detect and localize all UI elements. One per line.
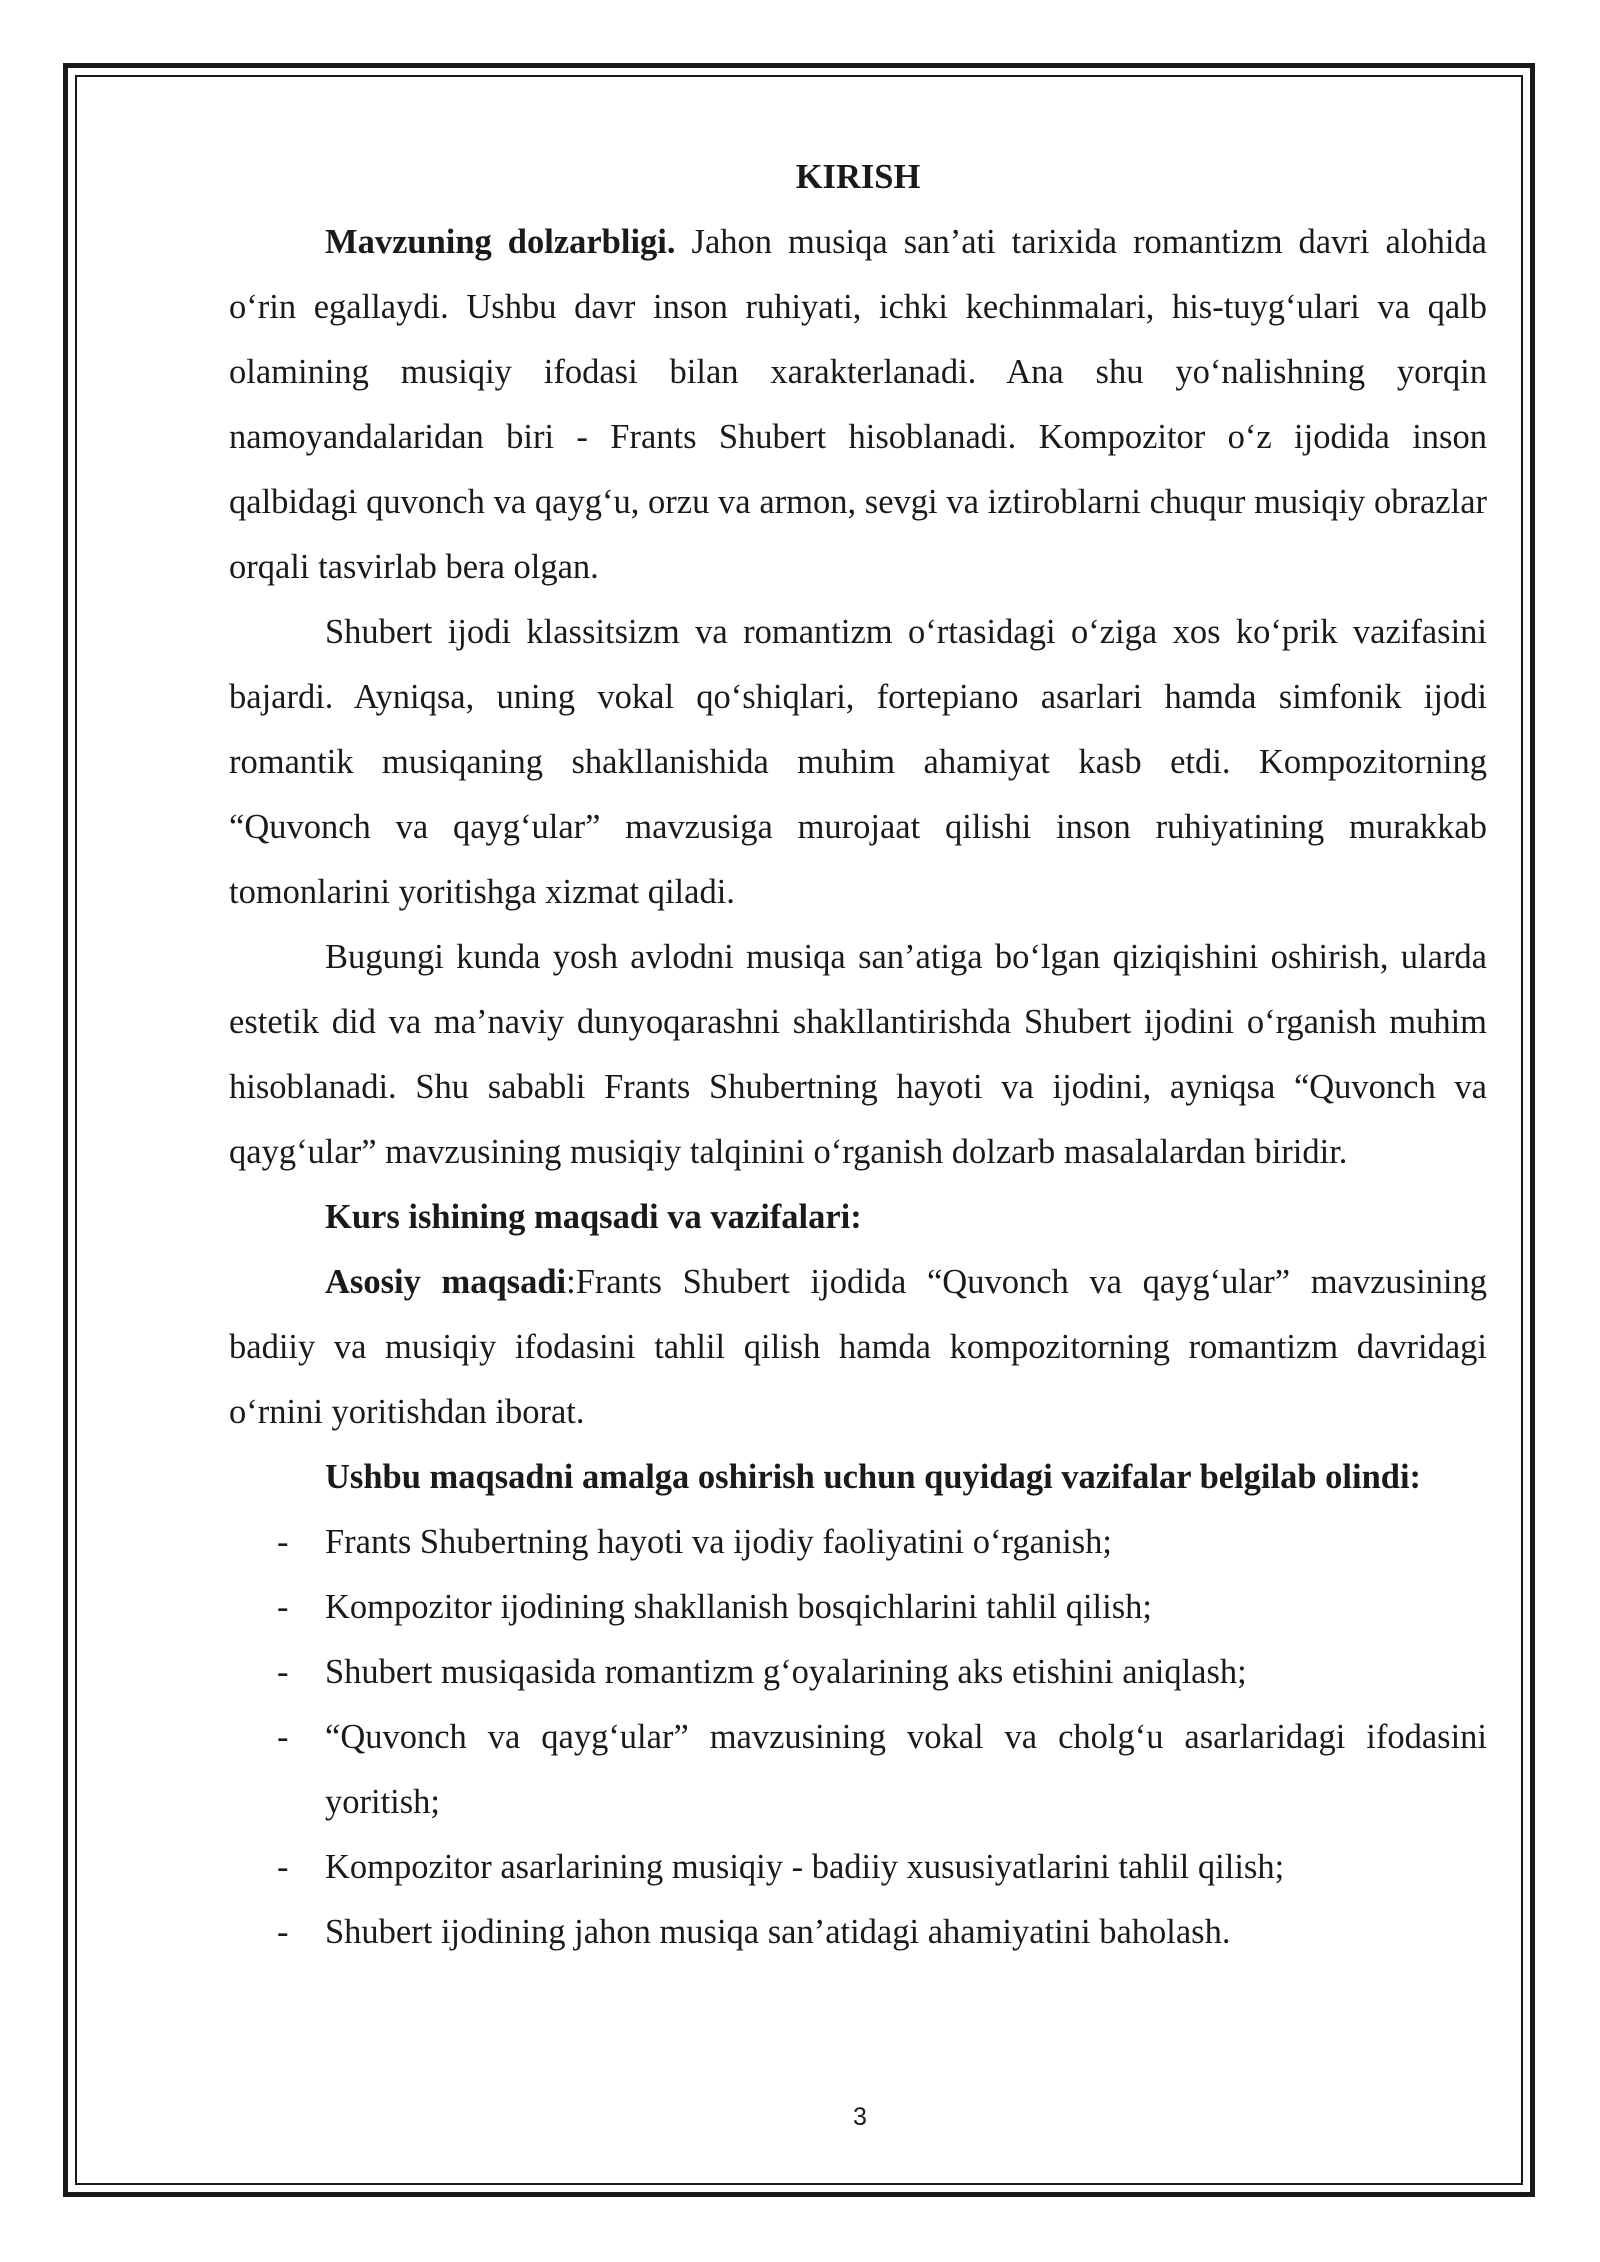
list-item (229, 1510, 1487, 1575)
dash-bullet: - (277, 1718, 289, 1756)
list-item (229, 1705, 1487, 1835)
dash-bullet: - (277, 1653, 289, 1691)
task-text: Shubert ijodining jahon musiqa san’atidagi ahamiyatini baholash. (325, 1913, 1231, 1951)
task-text: Kompozitor asarlarining musiqiy - badiiy xususiyatlarini tahlil qilish; (325, 1848, 1285, 1886)
tasks-heading: Ushbu maqsadni amalga oshirish uchun quyidagi vazifalar belgilab olindi: (325, 1458, 1422, 1496)
task-text: “Quvonch va qayg‘ular” mavzusining vokal va cholg‘u asarlaridagi ifodasini yoritish; (325, 1718, 1487, 1821)
list-item (229, 1575, 1487, 1640)
page-heading: KIRISH (795, 158, 921, 196)
list-item (229, 1900, 1487, 1965)
dash-bullet: - (277, 1588, 289, 1626)
tasks-list (229, 1510, 1487, 1965)
list-item (229, 1640, 1487, 1705)
dash-bullet: - (277, 1523, 289, 1561)
dash-bullet: - (277, 1913, 289, 1951)
document-body (229, 145, 1487, 1965)
task-text: Frants Shubertning hayoti va ijodiy faoliyatini o‘rganish; (325, 1523, 1113, 1561)
paragraph-youth-education: Bugungi kunda yosh avlodni musiqa san’atiga bo‘lgan qiziqishini oshirish, ularda estetik did va ma’naviy dunyoqarashni shakllantirishda Shubert ijodini o‘rganish muhim hisoblanadi. Shu sababli Frants Shubertning hayoti va ijodini, ayniqsa “Quvonch va qayg‘ular” mavzusining musiqiy talqinini o‘rganish dolzarb masalalardan biridir. (229, 938, 1487, 1171)
main-aim-text: :Frants Shubert ijodida “Quvonch va qayg‘ular” mavzusining badiiy va musiqiy ifodasini tahlil qilish hamda kompozitorning romantizm davridagi o‘rnini yoritishdan iborat. (229, 1263, 1487, 1431)
task-text: Shubert musiqasida romantizm g‘oyalarining aks etishini aniqlash; (325, 1653, 1247, 1691)
paragraph-relevance (229, 210, 1487, 600)
relevance-label: Mavzuning dolzarbligi. (325, 223, 676, 261)
relevance-text: Jahon musiqa san’ati tarixida romantizm davri alohida o‘rin egallaydi. Ushbu davr inson ruhiyati, ichki kechinmalari, his-tuyg‘ulari va qalb olamining musiqiy ifodasi bilan xarakterlanadi. Ana shu yo‘nalishning yorqin namoyandalaridan biri - Frants Shubert hisoblanadi. Kompozitor o‘z ijodida inson qalbidagi quvonch va qayg‘u, orzu va armon, sevgi va iztiroblarni chuqur musiqiy obrazlar orqali tasvirlab bera olgan. (229, 223, 1487, 586)
page-number: 3 (853, 2103, 867, 2131)
main-aim-label: Asosiy maqsadi (325, 1263, 567, 1301)
dash-bullet: - (277, 1848, 289, 1886)
goals-heading: Kurs ishining maqsadi va vazifalari: (325, 1198, 862, 1236)
task-text: Kompozitor ijodining shakllanish bosqichlarini tahlil qilish; (325, 1588, 1152, 1626)
paragraph-classicism-romanticism: Shubert ijodi klassitsizm va romantizm o‘rtasidagi o‘ziga xos ko‘prik vazifasini bajardi. Ayniqsa, uning vokal qo‘shiqlari, fortepiano asarlari hamda simfonik ijodi romantik musiqaning shakllanishida muhim ahamiyat kasb etdi. Kompozitorning “Quvonch va qayg‘ular” mavzusiga murojaat qilishi inson ruhiyatining murakkab tomonlarini yoritishga xizmat qiladi. (229, 613, 1487, 911)
paragraph-main-aim (229, 1250, 1487, 1445)
list-item (229, 1835, 1487, 1900)
